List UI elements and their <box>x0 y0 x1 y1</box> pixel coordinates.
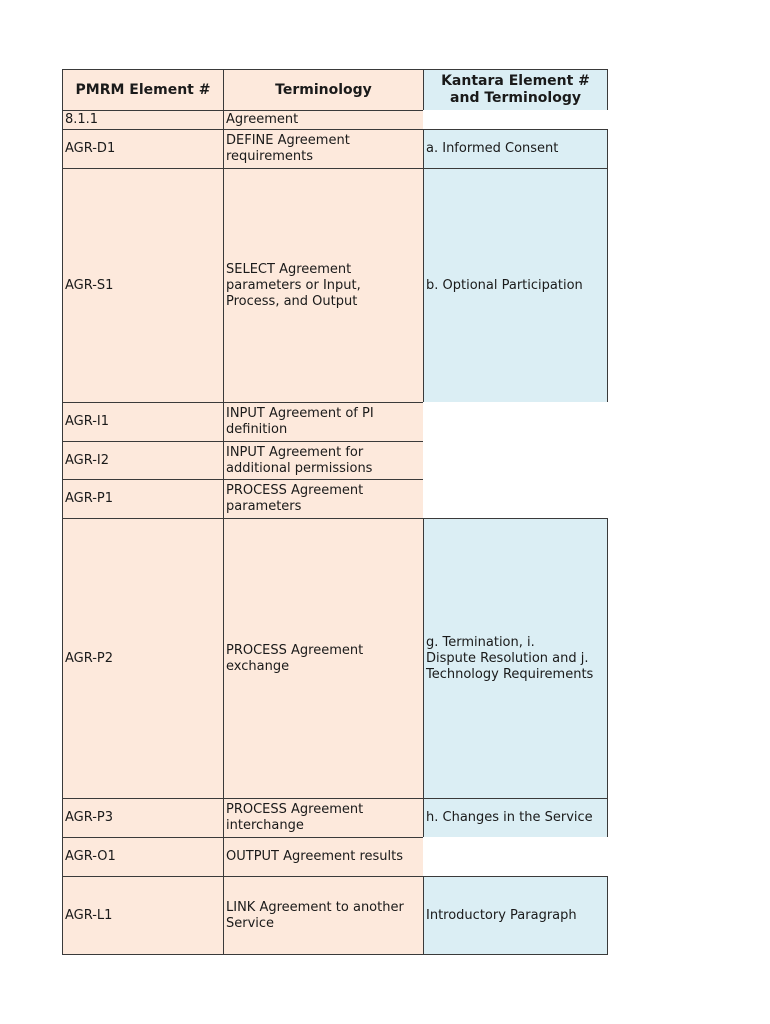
row-kantara-agr-d1: a. Informed Consent <box>423 129 608 169</box>
row-terminology-agreement: Agreement <box>223 110 424 130</box>
row-element-agr-o1: AGR-O1 <box>62 837 224 877</box>
row-terminology-agr-p3: PROCESS Agreement interchange <box>223 798 424 838</box>
header-terminology: Terminology <box>223 69 424 111</box>
row-element-agr-s1: AGR-S1 <box>62 168 224 403</box>
row-kantara-agr-i2 <box>423 441 608 480</box>
pmrm-kantara-table <box>62 69 608 955</box>
row-element-agr-i2: AGR-I2 <box>62 441 224 480</box>
row-terminology-agr-s1: SELECT Agreement parameters or Input, Process, and Output <box>223 168 424 403</box>
row-kantara-agr-p3: h. Changes in the Service <box>423 798 608 838</box>
row-element-agr-d1: AGR-D1 <box>62 129 224 169</box>
row-kantara-agr-i1 <box>423 402 608 442</box>
row-terminology-agr-l1: LINK Agreement to another Service <box>223 876 424 955</box>
row-element-agr-p3: AGR-P3 <box>62 798 224 838</box>
row-element-agr-i1: AGR-I1 <box>62 402 224 442</box>
row-kantara-empty <box>423 110 608 130</box>
header-kantara: Kantara Element # and Terminology <box>423 69 608 111</box>
row-kantara-agr-o1 <box>423 837 608 877</box>
row-terminology-agr-i2: INPUT Agreement for additional permissions <box>223 441 424 480</box>
row-kantara-agr-s1: b. Optional Participation <box>423 168 608 403</box>
row-kantara-agr-p2: g. Termination, i. Dispute Resolution and j. Technology Requirements <box>423 518 608 799</box>
row-terminology-agr-o1: OUTPUT Agreement results <box>223 837 424 877</box>
row-terminology-agr-p2: PROCESS Agreement exchange <box>223 518 424 799</box>
row-kantara-agr-p1 <box>423 479 608 519</box>
row-element-agr-p1: AGR-P1 <box>62 479 224 519</box>
header-pmrm-element: PMRM Element # <box>62 69 224 111</box>
row-terminology-agr-d1: DEFINE Agreement requirements <box>223 129 424 169</box>
row-element-agr-p2: AGR-P2 <box>62 518 224 799</box>
row-terminology-agr-p1: PROCESS Agreement parameters <box>223 479 424 519</box>
row-kantara-agr-l1: Introductory Paragraph <box>423 876 608 955</box>
row-element-8-1-1: 8.1.1 <box>62 110 224 130</box>
row-terminology-agr-i1: INPUT Agreement of PI definition <box>223 402 424 442</box>
row-element-agr-l1: AGR-L1 <box>62 876 224 955</box>
